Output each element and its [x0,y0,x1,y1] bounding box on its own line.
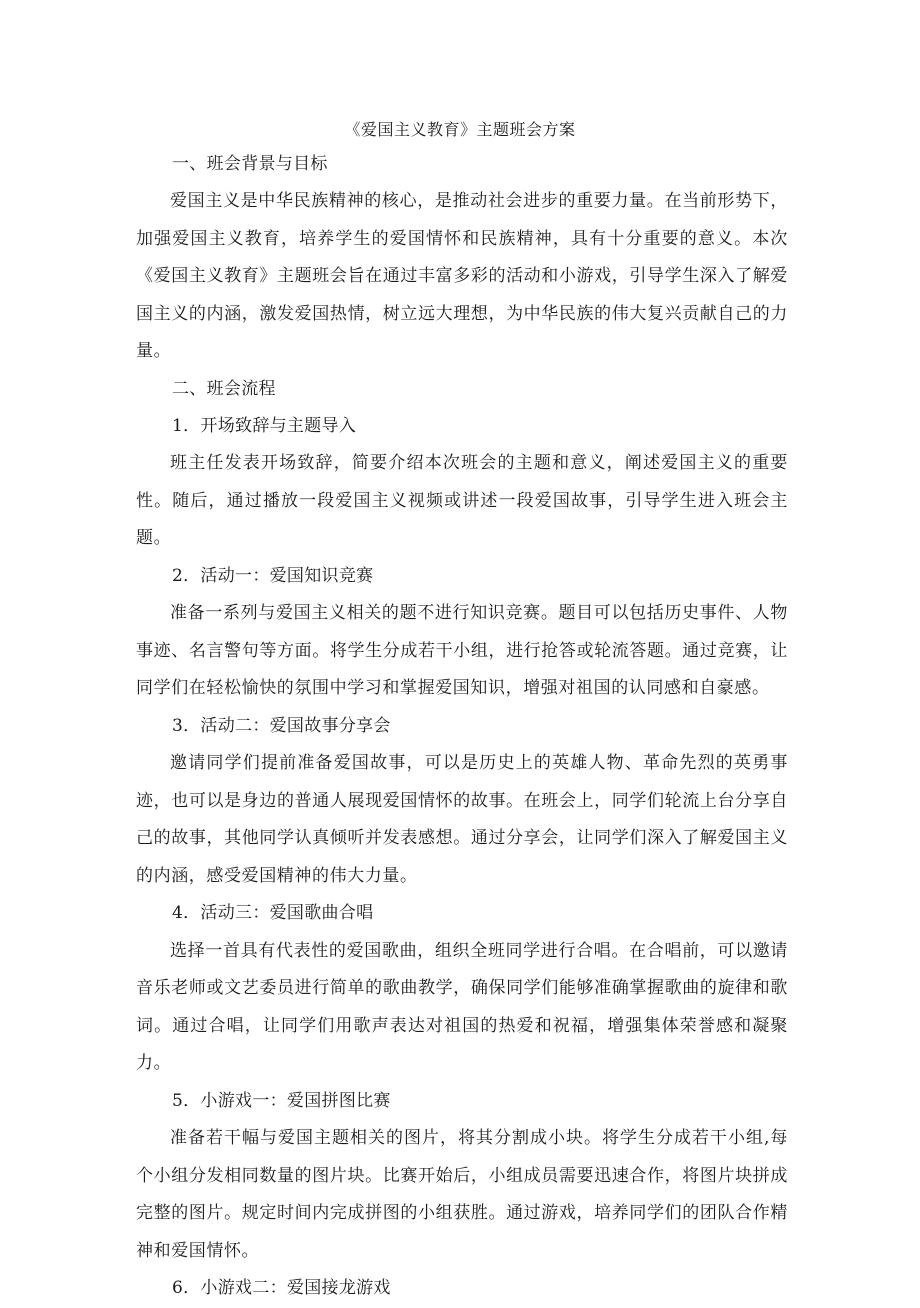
section-paragraph-background: 爱国主义是中华民族精神的核心，是推动社会进步的重要力量。在当前形势下，加强爱国主义教育，培养学生的爱国情怀和民族精神，具有十分重要的意义。本次《爱国主义教育》主题班会旨在通过丰富多彩的活动和小游戏，引导学生深入了解爱国主义的内涵，激发爱国热情，树立远大理想，为中华民族的伟大复兴贡献自己的力量。 [136,191,788,361]
item-paragraph-5: 准备若干幅与爱国主题相关的图片，将其分割成小块。将学生分成若干小组,每个小组分发相同数量的图片块。比赛开始后，小组成员需要迅速合作，将图片块拼成完整的图片。规定时间内完成拼图的小组获胜。通过游戏，培养同学们的团队合作精神和爱国情怀。 [136,1128,788,1261]
item-paragraph-3: 邀请同学们提前准备爱国故事，可以是历史上的英雄人物、革命先烈的英勇事迹，也可以是身边的普通人展现爱国情怀的故事。在班会上，同学们轮流上台分享自己的故事，其他同学认真倾听并发表感想。通过分享会，让同学们深入了解爱国主义的内涵，感受爱国精神的伟大力量。 [136,753,788,886]
item-heading-5: 5．小游戏一：爱国拼图比赛 [172,1090,391,1111]
item-paragraph-2: 准备一系列与爱国主义相关的题不进行知识竞赛。题目可以包括历史事件、人物事迹、名言警句等方面。将学生分成若干小组，进行抢答或轮流答题。通过竞赛，让同学们在轻松愉快的氛围中学习和掌握爱国知识，增强对祖国的认同感和自豪感。 [136,603,788,698]
item-heading-1: 1．开场致辞与主题导入 [172,415,357,436]
item-heading-4: 4．活动三：爱国歌曲合唱 [172,903,374,923]
section-heading-background: 一、班会背景与目标 [172,154,328,174]
item-paragraph-4: 选择一首具有代表性的爱国歌曲，组织全班同学进行合唱。在合唱前，可以邀请音乐老师或文艺委员进行简单的歌曲教学，确保同学们能够准确掌握歌曲的旋律和歌词。通过合唱，让同学们用歌声表达对祖国的热爱和祝福，增强集体荣誉感和凝聚力。 [136,940,788,1073]
item-heading-6: 6．小游戏二：爱国接龙游戏 [172,1278,391,1298]
document-body [136,146,788,1308]
item-heading-2: 2．活动一：爱国知识竞赛 [172,565,374,586]
document-title: 《爱国主义教育》主题班会方案 [344,120,576,139]
section-heading-process: 二、班会流程 [172,378,276,399]
item-paragraph-1: 班主任发表开场致辞，简要介绍本次班会的主题和意义，阐述爱国主义的重要性。随后，通过播放一段爱国主义视频或讲述一段爱国故事，引导学生进入班会主题。 [136,453,788,548]
item-heading-3: 3．活动二：爱国故事分享会 [172,715,391,736]
